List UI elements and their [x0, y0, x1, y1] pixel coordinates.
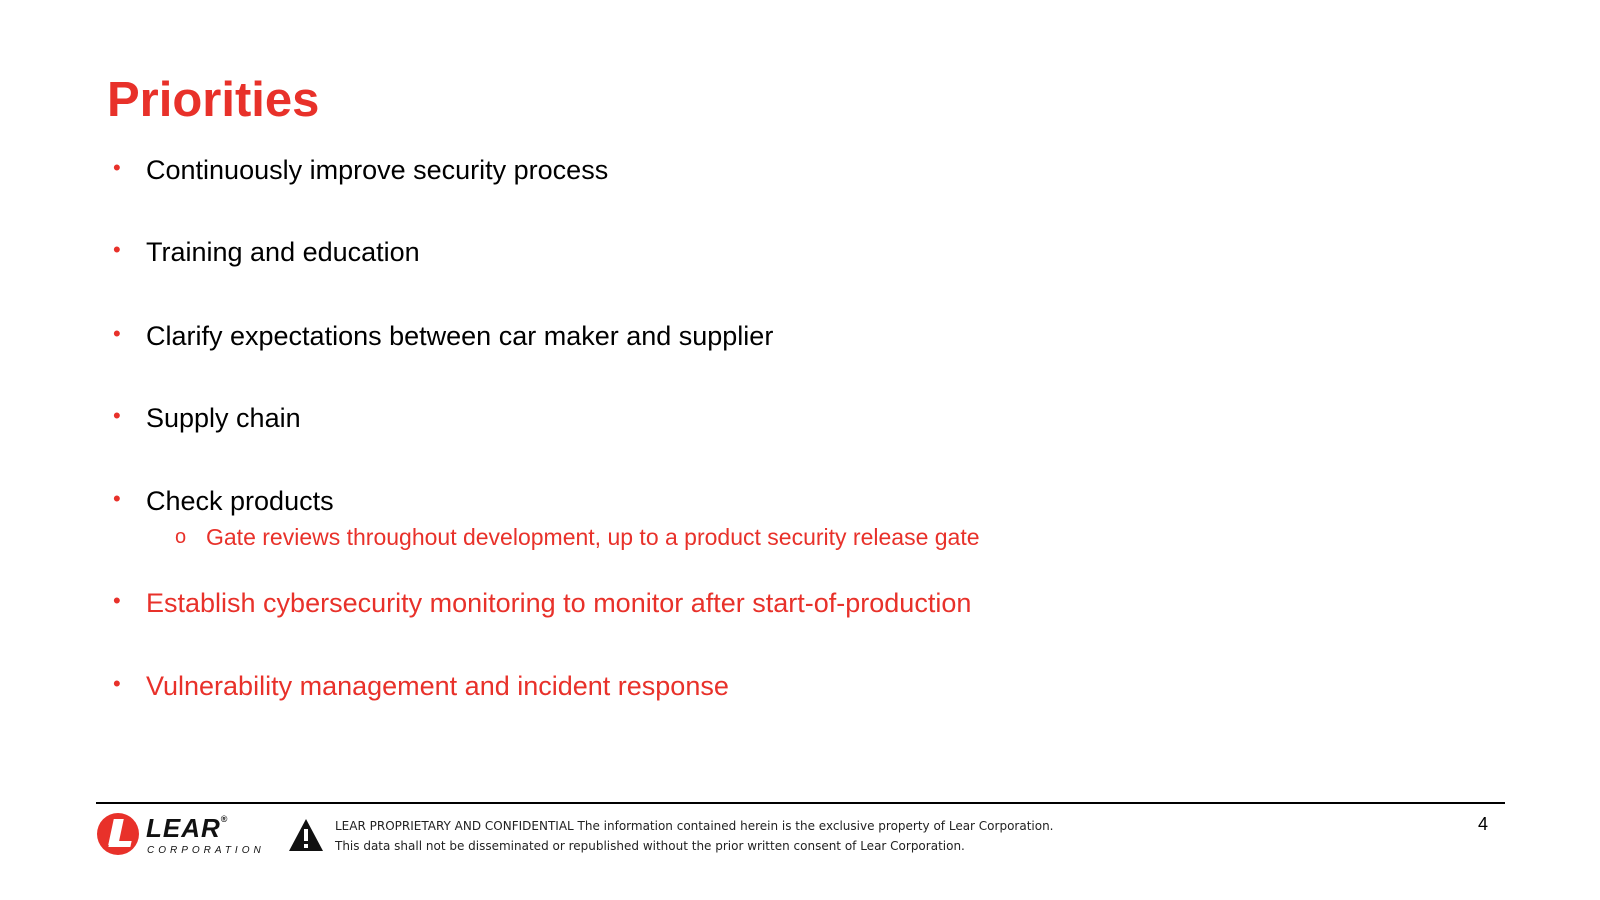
disclaimer-line-2: This data shall not be disseminated or republished without the prior written consent of Lear Corporation. — [335, 839, 965, 853]
bullet-text: Establish cybersecurity monitoring to monitor after start-of-production — [146, 588, 972, 618]
logo-subtitle: CORPORATION — [147, 845, 265, 856]
bullet-marker: • — [113, 486, 121, 511]
bullet-marker: • — [113, 155, 121, 180]
bullet-marker: • — [113, 403, 121, 428]
bullet-text: Check products — [146, 486, 334, 516]
bullet-marker: • — [113, 588, 121, 613]
bullet-text: Clarify expectations between car maker and supplier — [146, 321, 774, 351]
sub-bullet-marker: o — [175, 526, 187, 548]
bullet-marker: • — [113, 321, 121, 346]
logo-wordmark: LEAR® — [146, 813, 229, 843]
slide-title: Priorities — [107, 73, 320, 127]
bullet-marker: • — [113, 237, 121, 262]
bullet-text: Supply chain — [146, 403, 301, 433]
warning-triangle-icon — [288, 818, 324, 852]
page-number: 4 — [1478, 814, 1489, 834]
lear-logo — [97, 813, 265, 857]
disclaimer-line-1: LEAR PROPRIETARY AND CONFIDENTIAL The information contained herein is the exclusive property of Lear Corporation. — [335, 819, 1054, 833]
lear-logo-mark-icon — [97, 813, 139, 855]
bullet-marker: • — [113, 671, 121, 696]
bullet-text: Continuously improve security process — [146, 155, 609, 185]
bullet-text: Training and education — [146, 237, 420, 267]
confidentiality-notice — [335, 816, 1054, 856]
bullet-text: Vulnerability management and incident response — [146, 671, 729, 701]
footer-divider — [96, 802, 1505, 804]
sub-bullet-text: Gate reviews throughout development, up to a product security release gate — [206, 524, 980, 550]
